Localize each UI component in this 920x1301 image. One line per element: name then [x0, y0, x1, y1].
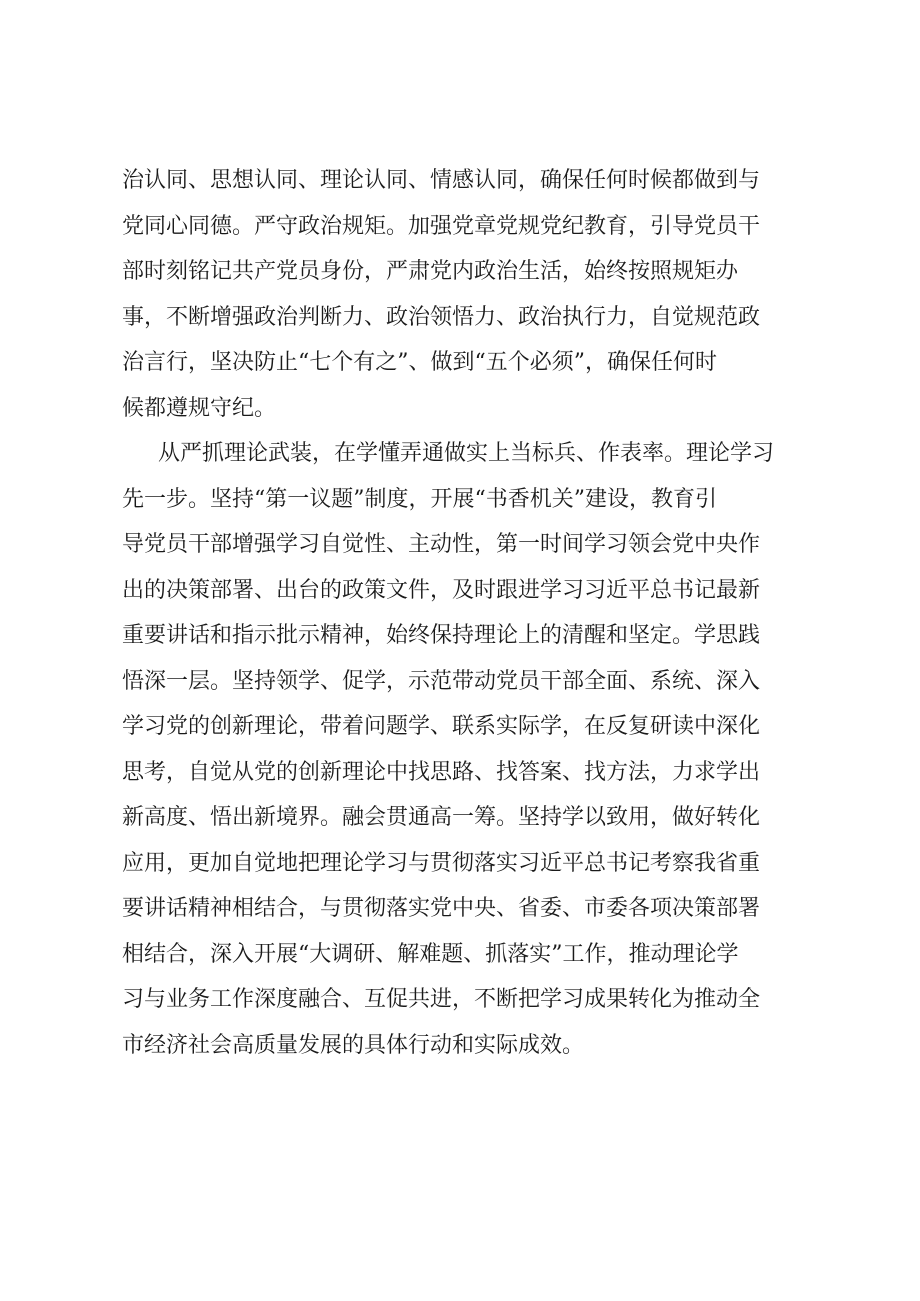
- text-line: 应用，更加自觉地把理论学习与贯彻落实习近平总书记考察我省重: [122, 850, 761, 876]
- text-line: 悟深一层。坚持领学、促学，示范带动党员干部全面、系统、深入: [122, 668, 761, 694]
- text-line: 要讲话精神相结合，与贯彻落实党中央、省委、市委各项决策部署: [122, 896, 761, 921]
- text-line: 事，不断增强政治判断力、政治领悟力、政治执行力，自觉规范政: [122, 304, 761, 330]
- text-line: 重要讲话和指示批示精神，始终保持理论上的清醒和坚定。学思践: [122, 623, 761, 648]
- text-line: 治认同、思想认同、理论认同、情感认同，确保任何时候都做到与: [122, 168, 761, 193]
- body-text: [122, 158, 812, 1068]
- text-line: 先一步。坚持“第一议题”制度，开展“书香机关”建设，教育引: [122, 486, 717, 512]
- text-line: 治言行，坚决防止“七个有之”、做到“五个必须”，确保任何时: [122, 350, 717, 375]
- text-line: 新高度、悟出新境界。融会贯通高一筹。坚持学以致用，做好转化: [122, 805, 761, 830]
- text-line: 部时刻铭记共产党员身份，严肃党内政治生活，始终按照规矩办: [122, 259, 739, 284]
- text-line: 习与业务工作深度融合、互促共进，不断把学习成果转化为推动全: [122, 987, 761, 1012]
- text-line: 党同心同德。严守政治规矩。加强党章党规党纪教育，引导党员干: [122, 213, 761, 239]
- text-line: 思考，自觉从党的创新理论中找思路、找答案、找方法，力求学出: [122, 759, 761, 785]
- paragraph: [122, 158, 812, 431]
- text-line: 相结合，深入开展“大调研、解难题、抓落实”工作，推动理论学: [122, 941, 739, 967]
- text-line: 出的决策部署、出台的政策文件，及时跟进学习习近平总书记最新: [122, 577, 761, 603]
- text-line: 学习党的创新理论，带着问题学、联系实际学，在反复研读中深化: [122, 714, 761, 739]
- text-line: 从严抓理论武装，在学懂弄通做实上当标兵、作表率。理论学习: [158, 441, 775, 466]
- paragraph: [122, 431, 812, 1068]
- text-line: 候都遵规守纪。: [122, 395, 277, 421]
- text-line: 导党员干部增强学习自觉性、主动性，第一时间学习领会党中央作: [122, 532, 761, 557]
- text-line: 市经济社会高质量发展的具体行动和实际成效。: [122, 1032, 585, 1058]
